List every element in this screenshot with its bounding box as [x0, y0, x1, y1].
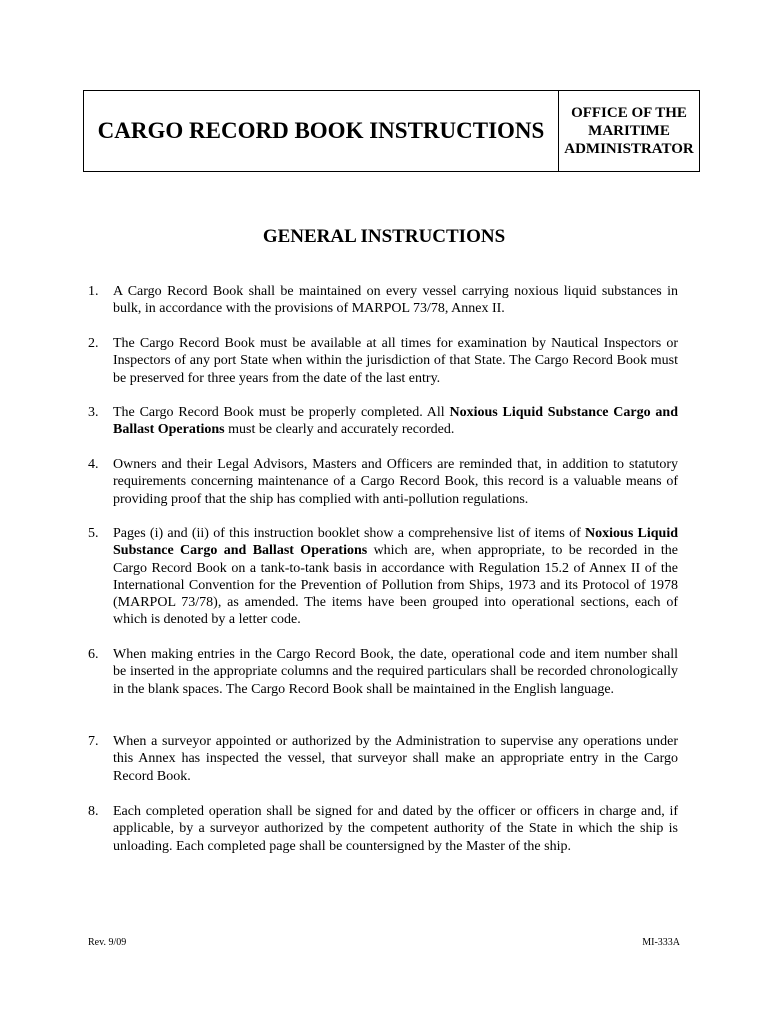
item-number: 4.: [88, 457, 99, 472]
instruction-item: [88, 404, 678, 439]
revision-label: Rev. 9/09: [88, 937, 127, 948]
item-number: 1.: [88, 284, 99, 299]
instruction-item: [88, 733, 678, 785]
instruction-item: [88, 456, 678, 508]
form-number: MI-333A: [642, 937, 680, 948]
office-line: MARITIME: [588, 123, 670, 139]
bold-term: Noxious Liquid Substance Cargo and Ballast Operations: [113, 405, 678, 438]
text-segment: must be clearly and accurately recorded.: [224, 422, 455, 438]
item-number: 6.: [88, 647, 99, 662]
item-text: [113, 525, 678, 629]
text-segment: The Cargo Record Book must be available at all times for examination by Nautical Inspectors or Inspectors of any port State when within the jurisdiction of that State. The Cargo Record Book must be preserved for three years from the date of the last entry.: [113, 336, 678, 386]
instruction-item: [88, 525, 678, 629]
office-line: ADMINISTRATOR: [564, 141, 694, 157]
instruction-item: [88, 803, 678, 855]
item-number: 3.: [88, 405, 99, 420]
item-number: 5.: [88, 526, 99, 541]
item-number: 8.: [88, 804, 99, 819]
text-segment: which are, when appropriate, to be recorded in the Cargo Record Book on a tank-to-tank basis in accordance with Regulation 15.2 of Annex II of the International Convention for the Prevention of Pollution from Ships, 1973 and its Protocol of 1978 (MARPOL 73/78), as amended. The items have been grouped into operational sections, each of which is denoted by a letter code.: [113, 543, 679, 628]
text-segment: When making entries in the Cargo Record Book, the date, operational code and item number shall be inserted in the appropriate columns and the required particulars shall be recorded chronologically in the blank spaces. The Cargo Record Book shall be maintained in the English language.: [113, 647, 678, 697]
office-block: [559, 91, 699, 171]
text-segment: Each completed operation shall be signed for and dated by the officer or officers in charge and, if applicable, by a surveyor authorized by the competent authority of the State in which the ship is unloading. Each completed page shall be countersigned by the Master of the ship.: [113, 804, 678, 854]
header-box: [83, 90, 700, 172]
item-text: [113, 733, 678, 785]
item-text: [113, 283, 678, 318]
instruction-item: [88, 283, 678, 318]
item-text: [113, 803, 678, 855]
item-text: [113, 646, 678, 698]
item-number: 2.: [88, 336, 99, 351]
instruction-item: [88, 335, 678, 387]
item-text: [113, 404, 678, 439]
section-title: GENERAL INSTRUCTIONS: [262, 226, 506, 247]
instruction-item: [88, 646, 678, 698]
item-text: [113, 456, 678, 508]
office-line: OFFICE OF THE: [571, 105, 687, 121]
text-segment: The Cargo Record Book must be properly completed. All: [113, 405, 450, 420]
text-segment: When a surveyor appointed or authorized by the Administration to supervise any operations under this Annex has inspected the vessel, that surveyor shall make an appropriate entry in the Cargo Record Book.: [113, 734, 678, 784]
item-number: 7.: [88, 734, 99, 749]
text-segment: Owners and their Legal Advisors, Masters and Officers are reminded that, in addition to statutory requirements concerning maintenance of a Cargo Record Book, this record is a valuable means of providing proof that the ship has complied with anti-pollution regulations.: [113, 457, 678, 507]
item-text: [113, 335, 678, 387]
bold-term: Noxious Liquid Substance Cargo and Ballast Operations: [113, 526, 678, 559]
document-title: CARGO RECORD BOOK INSTRUCTIONS: [84, 91, 559, 171]
text-segment: Pages (i) and (ii) of this instruction booklet show a comprehensive list of items of: [113, 526, 586, 541]
text-segment: A Cargo Record Book shall be maintained on every vessel carrying noxious liquid substances in bulk, in accordance with the provisions of MARPOL 73/78, Annex II.: [113, 284, 678, 317]
